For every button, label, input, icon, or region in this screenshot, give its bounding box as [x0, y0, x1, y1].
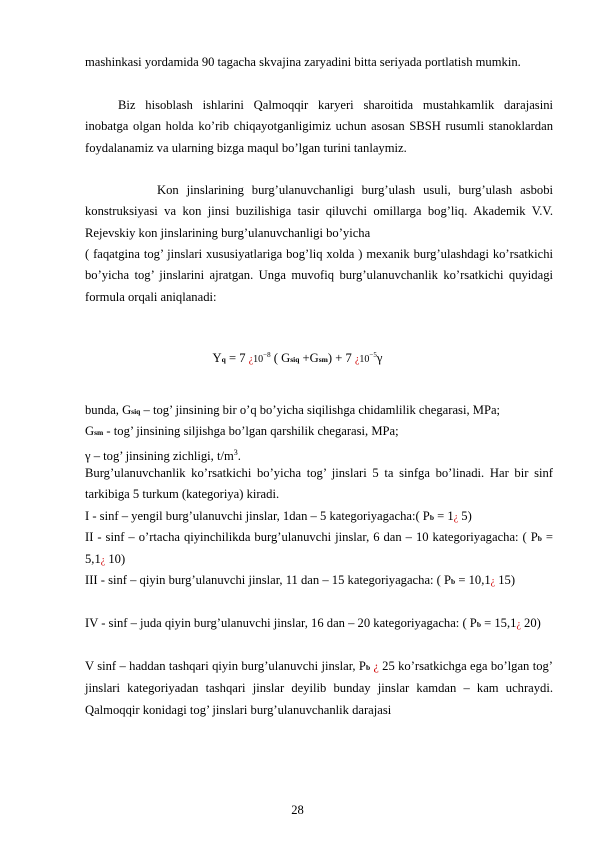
formula-exp1-base: 10 [253, 354, 264, 366]
definition-2-text: - tog’ jinsining siljishga bo’lgan qarshilik chegarasi, MPa; [103, 424, 399, 438]
definition-2-sub: sm [94, 428, 104, 437]
formula-mark-1: ¿ [248, 354, 254, 366]
classes-intro: Burg’ulanuvchanlik ko’rsatkichi bo’yicha tog’ jinslari 5 ta sinfga bo’linadi. Har bir sinf tarkibiga 5 turkum (kategoriya) kiradi. [85, 466, 553, 502]
class-2-sub: b [537, 534, 542, 543]
class-1-sub: b [429, 513, 434, 522]
formula-gamma: γ [376, 351, 383, 366]
formula-open: ( G [270, 351, 291, 366]
class-1 [85, 506, 553, 528]
formula-lhs-sub: q [221, 355, 226, 365]
class-4-mid: = 15,1 [480, 616, 517, 630]
class-4 [85, 613, 553, 635]
formula-close: ) + 7 [327, 351, 352, 366]
definition-3-end: . [237, 449, 241, 464]
page-number: 28 [291, 803, 304, 817]
formula-plus: +G [299, 351, 319, 366]
drillability-formula [0, 345, 595, 370]
class-2-mid: = 5,1 [85, 530, 553, 567]
class-1-mark: ¿ [453, 512, 459, 523]
class-2-text: II - sinf – o’rtacha qiyinchilikda burg’ulanuvchi jinslar, 6 dan – 10 kategoriyagacha: ( P [85, 530, 538, 544]
definition-2-prefix: G [85, 424, 95, 438]
definition-1 [85, 400, 553, 422]
class-5-sub: b [365, 663, 371, 672]
class-5-text: V sinf – haddan tashqari qiyin burg’ulanuvchi jinslar, P [85, 659, 366, 673]
class-5-mark: ¿ [373, 659, 379, 673]
formula-lhs: Y [212, 351, 222, 366]
class-3-sub: b [451, 577, 456, 586]
class-2-end: 10) [105, 552, 126, 567]
class-4-text: IV - sinf – juda qiyin burg’ulanuvchi jinslar, 16 dan – 20 kategoriyagacha: ( P [85, 616, 477, 630]
class-4-end: 20) [520, 616, 541, 630]
formula-sub-a: siq [290, 355, 300, 365]
class-3-mark: ¿ [490, 576, 496, 587]
class-2 [85, 527, 553, 572]
formula-eq: = 7 [225, 351, 246, 366]
class-2-mark: ¿ [100, 555, 106, 567]
formula-exp1-sup: −8 [263, 351, 271, 359]
formula-exp2-base: 10 [359, 354, 370, 366]
formula-sub-b: sm [318, 355, 328, 365]
class-1-mid: = 1 [433, 509, 454, 523]
definition-1-sub: siq [131, 407, 141, 416]
paragraph-2: Biz hisoblash ishlarini Qalmoqqir karyeri sharoitida mustahkamlik darajasini inobatga olgan holda ko’rib chiqayotganligimiz uchun asosan SBSH rusumli stanoklardan foydalanamiz va ularning bizga maqul bo’lgan turini tanlaymiz. [85, 98, 553, 155]
class-3-mid: = 10,1 [455, 573, 491, 587]
definition-2 [85, 421, 553, 443]
class-4-mark: ¿ [516, 619, 521, 630]
class-3 [85, 570, 553, 592]
class-4-sub: b [476, 620, 481, 629]
class-3-text: III - sinf – qiyin burg’ulanuvchi jinslar, 11 dan – 15 kategoriyagacha: ( P [85, 573, 452, 587]
paragraph-1: mashinkasi yordamida 90 tagacha skvajina zaryadini bitta seriyada portlatish mumkin. [85, 55, 521, 69]
class-5 [85, 656, 553, 721]
definition-3-text: γ – tog’ jinsining zichligi, t/m [85, 449, 234, 464]
formula-mark-2: ¿ [354, 354, 360, 366]
definition-1-text: – tog’ jinsining bir o’q bo’yicha siqilishga chidamlilik chegarasi, MPa; [140, 403, 501, 417]
class-3-end: 15) [495, 573, 516, 587]
definition-1-prefix: bunda, G [85, 403, 132, 417]
definition-3-sup: 3 [233, 448, 238, 457]
paragraph-3: Kon jinslarining burg’ulanuvchanligi burg’ulash usuli, burg’ulash asbobi konstruksiyasi va kon jinsi buzilishiga tasir qiluvchi omillarga bog’liq. Akademik V.V. Rejevskiy kon jinslarining burg’ulanuvchanligi bo’yicha [85, 183, 553, 240]
class-1-text: I - sinf – yengil burg’ulanuvchi jinslar, 1dan – 5 kategoriyagacha:( P [85, 509, 430, 523]
formula-exp2-sup: −5 [369, 351, 377, 359]
class-5-end: 25 ko’rsatkichga ega bo’lgan tog’ jinslari kategoriyadan tashqari jinslar deyilib bunday jinslar kamdan – kam uchraydi. Qalmoqqir konidagi tog’ jinslari burg’ulanuvchanlik darajasi [85, 659, 554, 717]
paragraph-4: ( faqatgina tog’ jinslari xususiyatlariga bog’liq xolda ) mexanik burg’ulashdagi ko’rsatkichi bo’yicha tog’ jinslarini ajratgan. Unga muvofiq burg’ulanuvchanlik ko’rsatkichi quyidagi formula orqali aniqlanadi: [85, 247, 553, 304]
class-1-end: 5) [458, 509, 472, 523]
